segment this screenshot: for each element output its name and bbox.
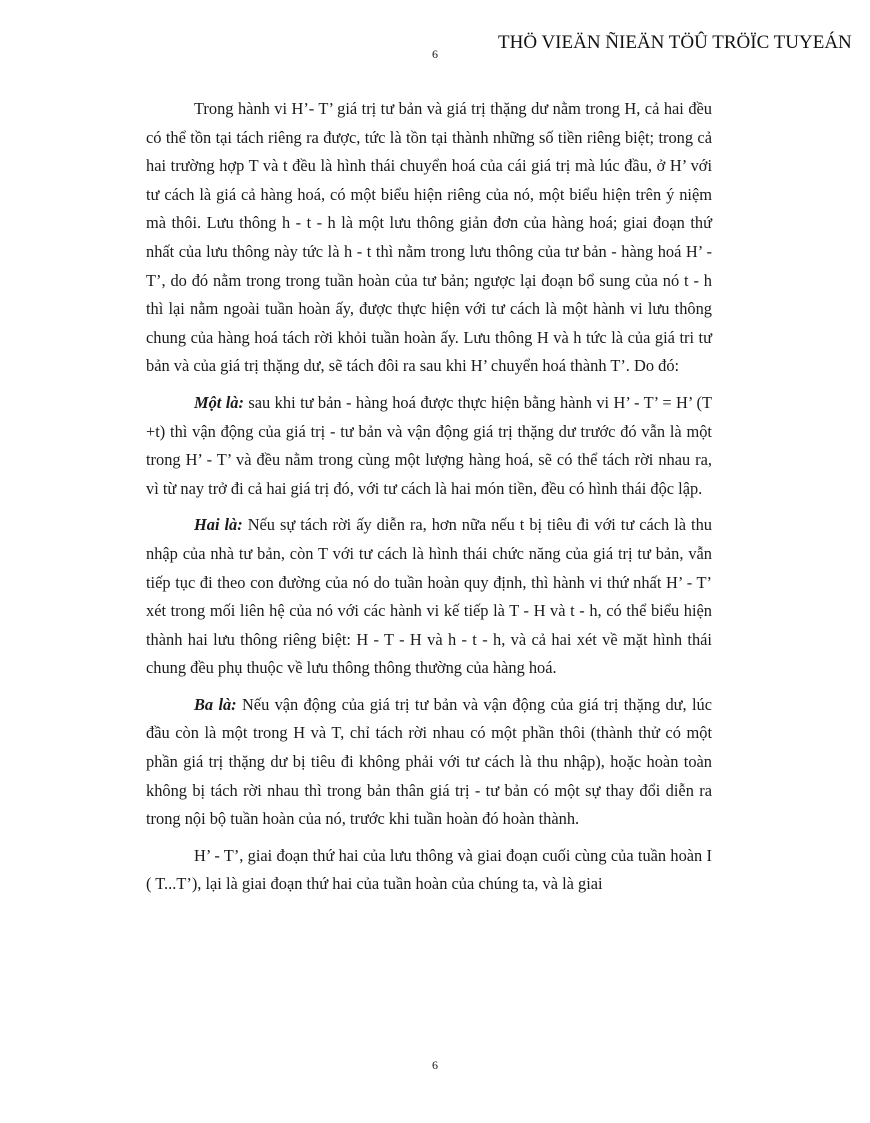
paragraph-2: [146, 389, 712, 503]
page-number-bottom: 6: [432, 1058, 438, 1072]
paragraph-4: [146, 691, 712, 834]
paragraph-3: [146, 511, 712, 683]
page-number-top: 6: [432, 47, 438, 61]
paragraph-5: [146, 842, 712, 899]
paragraph-5-text: H’ - T’, giai đoạn thứ hai của lưu thông và giai đoạn cuối cùng của tuần hoàn I ( T...T’), lại là giai đoạn thứ hai của tuần hoàn của chúng ta, và là giai: [146, 845, 712, 894]
paragraph-1: [146, 95, 712, 381]
paragraph-2-text: sau khi tư bản - hàng hoá được thực hiện bằng hành vi H’ - T’ = H’ (T +t) thì vận động của giá trị - tư bản và vận động giá trị thặng dư trước đó vẫn là một trong H’ - T’ và đều nằm trong cùng một lượng hàng hoá, sẽ có thể tách rời nhau ra, vì từ nay trở đi cả hai giá trị đó, với tư cách là hai món tiền, đều có hình thái độc lập.: [146, 392, 712, 498]
paragraph-1-text: Trong hành vi H’- T’ giá trị tư bản và giá trị thặng dư nằm trong H, cả hai đều có thể tồn tại tách riêng ra được, tức là tồn tại thành những số tiền riêng biệt; trong cả hai trường hợp T và t đều là hình thái chuyển hoá của cái giá trị mà lúc đầu, ở H’ với tư cách là giá cả hàng hoá, có một biểu hiện riêng của nó, một biểu hiện trên ý niệm mà thôi. Lưu thông h - t - h là một lưu thông giản đơn của hàng hoá; giai đoạn thứ nhất của lưu thông này tức là h - t thì nằm trong lưu thông của tư bản - hàng hoá H’ - T’, do đó nằm trong trong tuần hoàn của tư bản; ngược lại đoạn bổ sung của nó t - h thì lại nằm ngoài tuần hoàn ấy, được thực hiện với tư cách là một hành vi lưu thông chung của hàng hoá tách rời khỏi tuần hoàn ấy. Lưu thông H và h tức là của giá tri tư bản và của giá trị thặng dư, sẽ tách đôi ra sau khi H’ chuyển hoá thành T’. Do đó:: [146, 99, 712, 376]
paragraph-2-lead: Một là:: [194, 392, 244, 412]
document-body: [146, 95, 712, 907]
paragraph-4-text: Nếu vận động của giá trị tư bản và vận động của giá trị thặng dư, lúc đầu còn là một trong H và T, chỉ tách rời nhau có một phần thôi (thành thử có một phần giá trị thặng dư bị tiêu đi không phải với tư cách là thu nhập), hoặc hoàn toàn không bị tách rời nhau thì trong bản thân giá trị - tư bản có một sự thay đổi diễn ra trong nội bộ tuần hoàn của nó, trước khi tuần hoàn đó hoàn thành.: [146, 694, 712, 829]
header-title: THÖ VIEÄN ÑIEÄN TÖÛ TRÖÏC TUYEÁN: [498, 32, 852, 53]
paragraph-3-lead: Hai là:: [194, 515, 243, 535]
paragraph-3-text: Nếu sự tách rời ấy diễn ra, hơn nữa nếu t bị tiêu đi với tư cách là thu nhập của nhà tư bản, còn T với tư cách là hình thái chức năng của giá trị tư bản, vẫn tiếp tục đi theo con đường của nó do tuần hoàn quy định, thì hành vi thứ nhất H’ - T’ xét trong mối liên hệ của nó với các hành vi kế tiếp là T - H và t - h, có thể biểu hiện thành hai lưu thông riêng biệt: H - T - H và h - t - h, và cả hai xét về mặt hình thái chung đều phụ thuộc về lưu thông thông thường của hàng hoá.: [146, 515, 712, 678]
paragraph-4-lead: Ba là:: [194, 694, 237, 714]
